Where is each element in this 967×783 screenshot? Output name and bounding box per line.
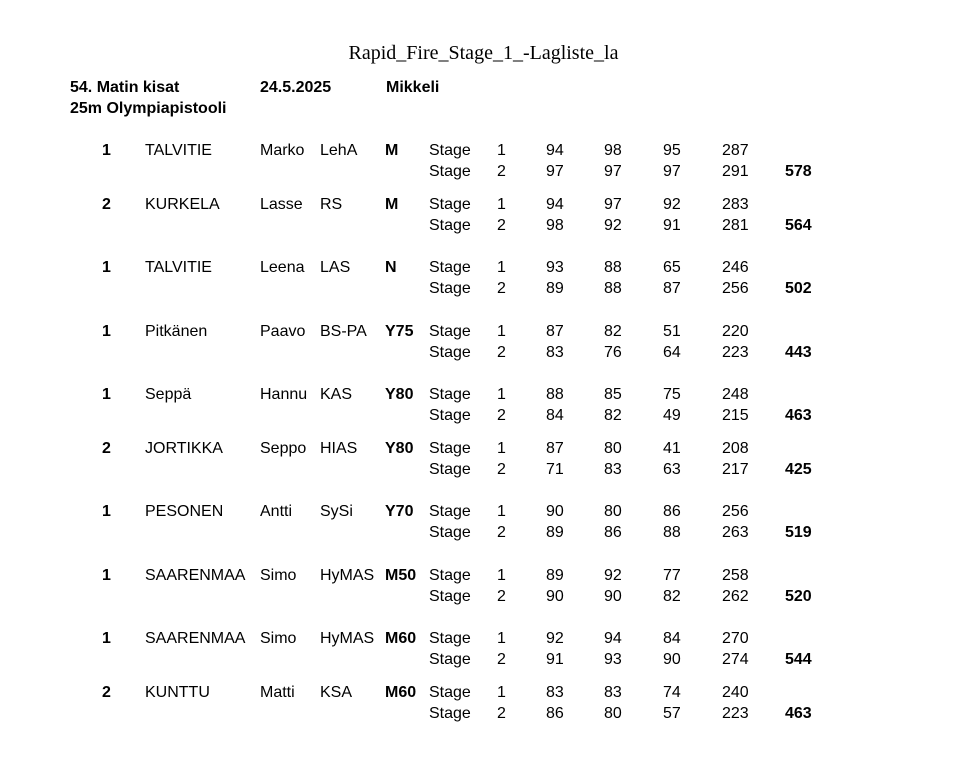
stage-label: Stage <box>429 217 471 234</box>
series-score: 49 <box>663 407 681 424</box>
first-name: Simo <box>260 630 297 647</box>
result-entry <box>0 258 967 300</box>
first-name: Matti <box>260 684 295 701</box>
class: Y80 <box>385 440 414 457</box>
result-entry <box>0 683 967 725</box>
series-score: 80 <box>604 503 622 520</box>
total-score: 544 <box>785 651 812 668</box>
series-score: 82 <box>663 588 681 605</box>
stage-subtotal: 262 <box>722 588 749 605</box>
stage-subtotal: 248 <box>722 386 749 403</box>
series-score: 86 <box>546 705 564 722</box>
stage-number: 1 <box>497 259 506 276</box>
series-score: 88 <box>663 524 681 541</box>
stage-label: Stage <box>429 503 471 520</box>
stage-number: 2 <box>497 705 506 722</box>
series-score: 90 <box>546 588 564 605</box>
total-score: 443 <box>785 344 812 361</box>
stage-subtotal: 217 <box>722 461 749 478</box>
series-score: 89 <box>546 280 564 297</box>
stage-label: Stage <box>429 407 471 424</box>
series-score: 76 <box>604 344 622 361</box>
series-score: 88 <box>546 386 564 403</box>
series-score: 98 <box>546 217 564 234</box>
series-score: 80 <box>604 440 622 457</box>
series-score: 87 <box>546 323 564 340</box>
stage-subtotal: 263 <box>722 524 749 541</box>
result-entry <box>0 385 967 427</box>
first-name: Antti <box>260 503 293 520</box>
stage-number: 1 <box>497 142 506 159</box>
series-score: 84 <box>663 630 681 647</box>
rank: 1 <box>102 503 111 520</box>
last-name: SAARENMAA <box>145 630 246 647</box>
last-name: KURKELA <box>145 196 220 213</box>
series-score: 97 <box>546 163 564 180</box>
total-score: 578 <box>785 163 812 180</box>
series-score: 51 <box>663 323 681 340</box>
first-name: Leena <box>260 259 305 276</box>
class: M50 <box>385 567 417 584</box>
stage-label: Stage <box>429 588 471 605</box>
rank: 1 <box>102 386 111 403</box>
stage-number: 1 <box>497 196 506 213</box>
total-score: 463 <box>785 705 812 722</box>
stage-label: Stage <box>429 280 471 297</box>
stage-number: 1 <box>497 567 506 584</box>
stage-label: Stage <box>429 684 471 701</box>
class: M60 <box>385 630 417 647</box>
class: M <box>385 142 399 159</box>
series-score: 94 <box>546 196 564 213</box>
competition-location: Mikkeli <box>386 79 440 96</box>
last-name: PESONEN <box>145 503 224 520</box>
stage-label: Stage <box>429 705 471 722</box>
stage-label: Stage <box>429 524 471 541</box>
stage-subtotal: 287 <box>722 142 749 159</box>
class: Y75 <box>385 323 414 340</box>
series-score: 41 <box>663 440 681 457</box>
series-score: 86 <box>663 503 681 520</box>
series-score: 89 <box>546 567 564 584</box>
result-entry <box>0 566 967 608</box>
series-score: 92 <box>604 567 622 584</box>
series-score: 88 <box>604 259 622 276</box>
series-score: 64 <box>663 344 681 361</box>
stage-number: 1 <box>497 503 506 520</box>
stage-label: Stage <box>429 259 471 276</box>
stage-number: 2 <box>497 280 506 297</box>
rank: 2 <box>102 196 111 213</box>
club: HIAS <box>320 440 358 457</box>
result-entry <box>0 322 967 364</box>
stage-number: 2 <box>497 651 506 668</box>
competition-name: 54. Matin kisat <box>70 79 180 96</box>
stage-subtotal: 281 <box>722 217 749 234</box>
stage-number: 2 <box>497 217 506 234</box>
series-score: 83 <box>546 344 564 361</box>
result-entry <box>0 195 967 237</box>
rank: 2 <box>102 440 111 457</box>
stage-label: Stage <box>429 323 471 340</box>
stage-subtotal: 223 <box>722 705 749 722</box>
stage-subtotal: 270 <box>722 630 749 647</box>
series-score: 71 <box>546 461 564 478</box>
total-score: 564 <box>785 217 812 234</box>
club: SySi <box>320 503 353 520</box>
series-score: 94 <box>546 142 564 159</box>
stage-subtotal: 220 <box>722 323 749 340</box>
club: RS <box>320 196 343 213</box>
last-name: Pitkänen <box>145 323 208 340</box>
series-score: 93 <box>604 651 622 668</box>
stage-label: Stage <box>429 651 471 668</box>
stage-label: Stage <box>429 567 471 584</box>
rank: 1 <box>102 259 111 276</box>
series-score: 91 <box>546 651 564 668</box>
stage-label: Stage <box>429 630 471 647</box>
series-score: 92 <box>663 196 681 213</box>
first-name: Seppo <box>260 440 307 457</box>
series-score: 75 <box>663 386 681 403</box>
last-name: JORTIKKA <box>145 440 223 457</box>
result-entry <box>0 439 967 481</box>
series-score: 88 <box>604 280 622 297</box>
competition-date: 24.5.2025 <box>260 79 332 96</box>
last-name: TALVITIE <box>145 259 212 276</box>
series-score: 82 <box>604 407 622 424</box>
stage-subtotal: 291 <box>722 163 749 180</box>
stage-label: Stage <box>429 196 471 213</box>
first-name: Marko <box>260 142 305 159</box>
series-score: 57 <box>663 705 681 722</box>
series-score: 97 <box>604 196 622 213</box>
result-entry <box>0 141 967 183</box>
stage-subtotal: 256 <box>722 280 749 297</box>
stage-label: Stage <box>429 163 471 180</box>
series-score: 86 <box>604 524 622 541</box>
rank: 2 <box>102 684 111 701</box>
series-score: 90 <box>663 651 681 668</box>
club: HyMAS <box>320 567 375 584</box>
stage-number: 2 <box>497 588 506 605</box>
stage-subtotal: 246 <box>722 259 749 276</box>
series-score: 94 <box>604 630 622 647</box>
club: LehA <box>320 142 358 159</box>
series-score: 92 <box>604 217 622 234</box>
stage-number: 2 <box>497 407 506 424</box>
series-score: 80 <box>604 705 622 722</box>
stage-label: Stage <box>429 142 471 159</box>
total-score: 502 <box>785 280 812 297</box>
class: M60 <box>385 684 417 701</box>
last-name: TALVITIE <box>145 142 212 159</box>
total-score: 425 <box>785 461 812 478</box>
stage-number: 1 <box>497 684 506 701</box>
series-score: 83 <box>546 684 564 701</box>
stage-number: 1 <box>497 630 506 647</box>
first-name: Paavo <box>260 323 306 340</box>
series-score: 82 <box>604 323 622 340</box>
stage-subtotal: 283 <box>722 196 749 213</box>
rank: 1 <box>102 567 111 584</box>
club: KAS <box>320 386 353 403</box>
stage-number: 1 <box>497 323 506 340</box>
series-score: 90 <box>604 588 622 605</box>
class: Y70 <box>385 503 414 520</box>
series-score: 77 <box>663 567 681 584</box>
first-name: Simo <box>260 567 297 584</box>
stage-subtotal: 240 <box>722 684 749 701</box>
series-score: 63 <box>663 461 681 478</box>
stage-number: 2 <box>497 344 506 361</box>
stage-label: Stage <box>429 344 471 361</box>
stage-subtotal: 256 <box>722 503 749 520</box>
stage-number: 2 <box>497 461 506 478</box>
series-score: 91 <box>663 217 681 234</box>
series-score: 90 <box>546 503 564 520</box>
series-score: 74 <box>663 684 681 701</box>
result-entry <box>0 629 967 671</box>
stage-subtotal: 215 <box>722 407 749 424</box>
club: LAS <box>320 259 351 276</box>
series-score: 83 <box>604 684 622 701</box>
series-score: 87 <box>663 280 681 297</box>
result-entry <box>0 502 967 544</box>
stage-label: Stage <box>429 461 471 478</box>
club: BS-PA <box>320 323 367 340</box>
club: KSA <box>320 684 353 701</box>
rank: 1 <box>102 323 111 340</box>
last-name: SAARENMAA <box>145 567 246 584</box>
stage-number: 2 <box>497 524 506 541</box>
stage-subtotal: 274 <box>722 651 749 668</box>
last-name: KUNTTU <box>145 684 210 701</box>
series-score: 93 <box>546 259 564 276</box>
series-score: 87 <box>546 440 564 457</box>
series-score: 85 <box>604 386 622 403</box>
stage-number: 1 <box>497 440 506 457</box>
total-score: 519 <box>785 524 812 541</box>
stage-subtotal: 258 <box>722 567 749 584</box>
series-score: 84 <box>546 407 564 424</box>
series-score: 83 <box>604 461 622 478</box>
first-name: Hannu <box>260 386 308 403</box>
document-title: Rapid_Fire_Stage_1_-Lagliste_la <box>348 42 619 64</box>
stage-number: 2 <box>497 163 506 180</box>
discipline-name: 25m Olympiapistooli <box>70 100 227 117</box>
series-score: 95 <box>663 142 681 159</box>
total-score: 463 <box>785 407 812 424</box>
first-name: Lasse <box>260 196 303 213</box>
stage-label: Stage <box>429 386 471 403</box>
series-score: 65 <box>663 259 681 276</box>
series-score: 97 <box>663 163 681 180</box>
class: Y80 <box>385 386 414 403</box>
series-score: 89 <box>546 524 564 541</box>
rank: 1 <box>102 630 111 647</box>
class: M <box>385 196 399 213</box>
rank: 1 <box>102 142 111 159</box>
total-score: 520 <box>785 588 812 605</box>
series-score: 97 <box>604 163 622 180</box>
last-name: Seppä <box>145 386 192 403</box>
stage-subtotal: 223 <box>722 344 749 361</box>
class: N <box>385 259 397 276</box>
stage-subtotal: 208 <box>722 440 749 457</box>
stage-number: 1 <box>497 386 506 403</box>
series-score: 92 <box>546 630 564 647</box>
stage-label: Stage <box>429 440 471 457</box>
club: HyMAS <box>320 630 375 647</box>
series-score: 98 <box>604 142 622 159</box>
